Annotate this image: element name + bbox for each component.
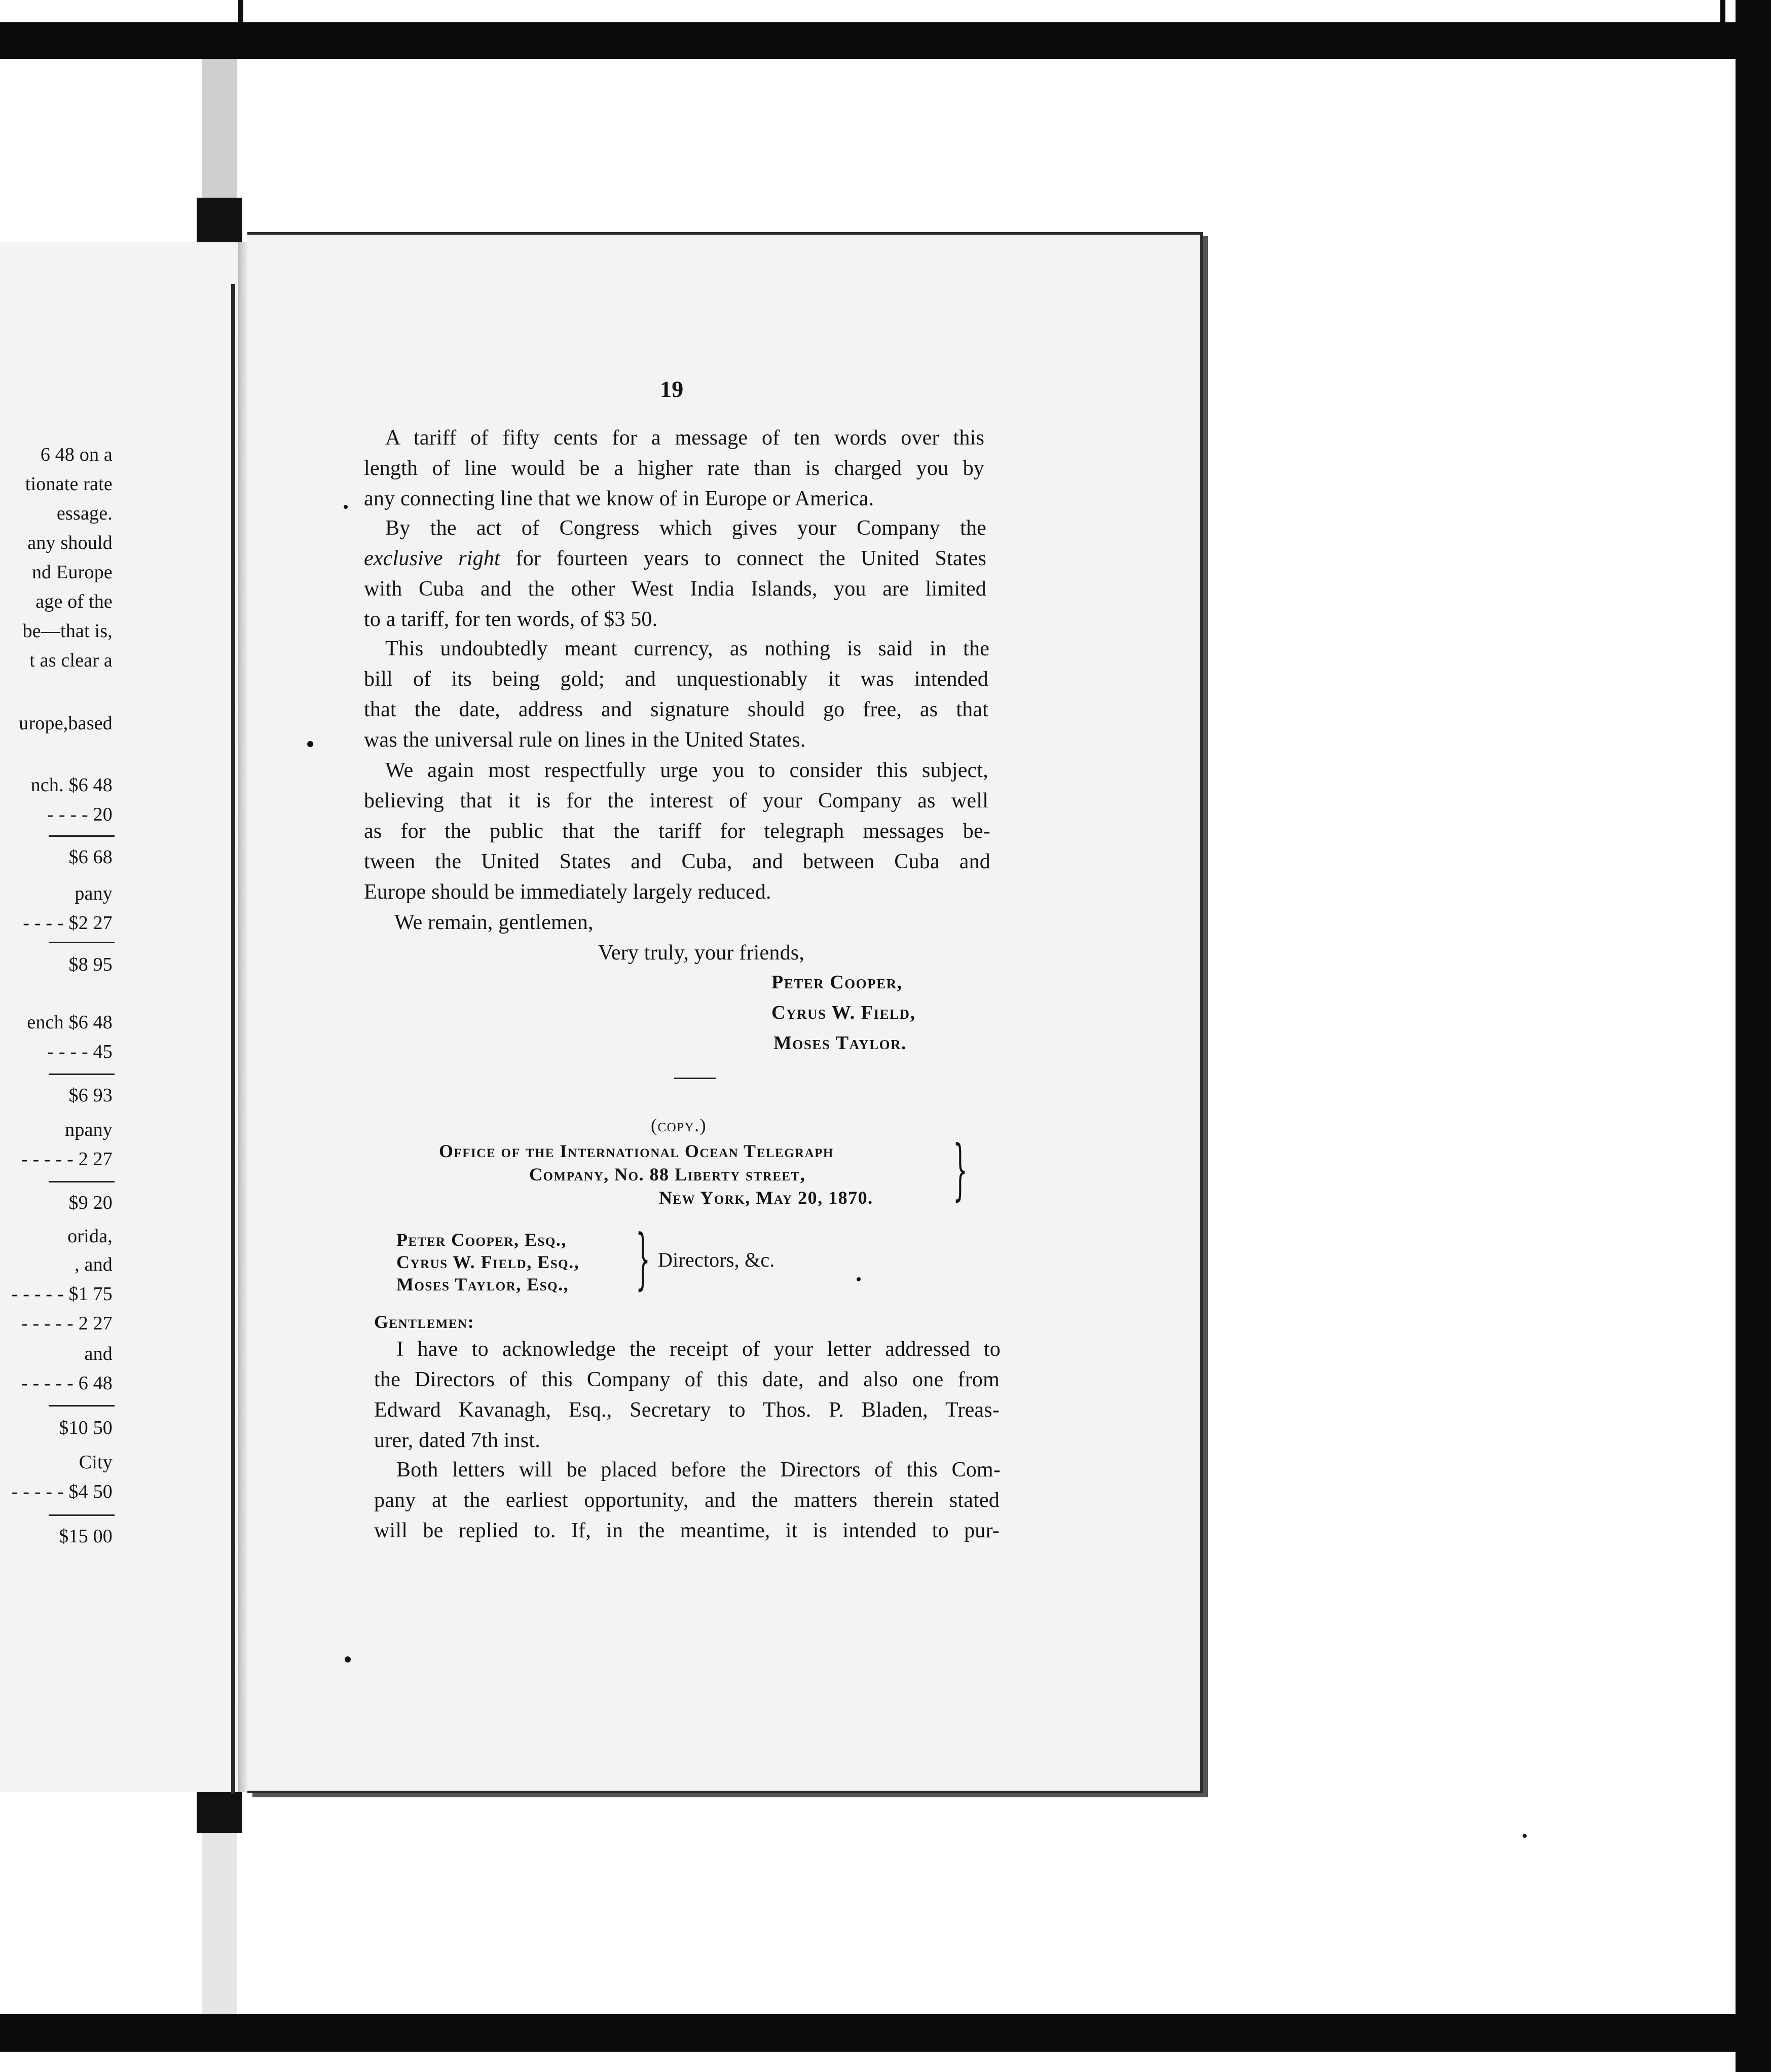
sum-rule bbox=[49, 1074, 115, 1075]
left-page-line: - - - - - $4 50 bbox=[11, 1481, 113, 1502]
paragraph-line: as for the public that the tariff for telegraph messages be- bbox=[364, 820, 990, 843]
salutation: Gentlemen: bbox=[374, 1312, 475, 1332]
paragraph-line: will be replied to. If, in the meantime, it is intended to pur- bbox=[374, 1519, 1000, 1542]
office-address-line: Office of the International Ocean Telegraph bbox=[439, 1141, 834, 1161]
sum-rule bbox=[49, 942, 115, 943]
left-page-line: orida, bbox=[67, 1226, 113, 1247]
left-page-line: $9 20 bbox=[68, 1192, 113, 1213]
addressee: Moses Taylor, Esq., bbox=[396, 1274, 569, 1294]
left-page-line: $15 00 bbox=[59, 1526, 113, 1547]
paragraph-line: A tariff of fifty cents for a message of ten words over this bbox=[385, 426, 984, 450]
addressees-role: Directors, &c. bbox=[658, 1248, 775, 1271]
paragraph-line: to a tariff, for ten words, of $3 50. bbox=[364, 608, 658, 631]
left-page-line: 6 48 on a bbox=[40, 444, 113, 465]
paragraph-line: any connecting line that we know of in Europe or America. bbox=[364, 487, 874, 510]
left-page-line: t as clear a bbox=[29, 650, 113, 671]
paragraph-line: was the universal rule on lines in the United States. bbox=[364, 728, 806, 752]
film-frame-top-edge-right bbox=[1720, 0, 1725, 30]
left-page-line: be—that is, bbox=[22, 620, 113, 642]
left-page-line: City bbox=[79, 1452, 113, 1473]
left-page-line: nd Europe bbox=[31, 562, 113, 583]
paragraph-line: Europe should be immediately largely reduced. bbox=[364, 880, 771, 904]
paragraph-line: tween the United States and Cuba, and between Cuba and bbox=[364, 850, 990, 873]
left-page-line: - - - - - $1 75 bbox=[11, 1283, 113, 1305]
paragraph-line: Edward Kavanagh, Esq., Secretary to Thos. P. Bladen, Treas- bbox=[374, 1398, 1000, 1422]
film-frame-top-bar bbox=[0, 22, 1771, 59]
right-brace: } bbox=[636, 1220, 650, 1297]
left-page-line: any should bbox=[27, 532, 113, 553]
left-page-line: pany bbox=[75, 883, 113, 904]
left-page-line: ench $6 48 bbox=[27, 1012, 113, 1033]
paragraph-line: exclusive right for fourteen years to connect the United States bbox=[364, 547, 986, 570]
left-page-line: npany bbox=[65, 1119, 113, 1140]
binding-clip-top bbox=[197, 198, 242, 246]
left-page-line: and bbox=[84, 1343, 113, 1364]
sum-rule bbox=[49, 1405, 115, 1407]
left-page-line: $6 68 bbox=[68, 846, 113, 868]
sum-rule bbox=[49, 1514, 115, 1516]
paragraph-line: that the date, address and signature should go free, as that bbox=[364, 698, 988, 721]
left-page-line: , and bbox=[75, 1254, 113, 1275]
paragraph-line: This undoubtedly meant currency, as nothing is said in the bbox=[385, 637, 989, 660]
page-number: 19 bbox=[660, 376, 684, 402]
paragraph-line: Both letters will be placed before the Directors of this Com- bbox=[396, 1458, 1001, 1482]
paragraph-line: with Cuba and the other West India Islands, you are limited bbox=[364, 577, 986, 601]
section-divider bbox=[674, 1078, 716, 1079]
addressee: Peter Cooper, Esq., bbox=[396, 1230, 567, 1250]
paragraph-line: By the act of Congress which gives your Company the bbox=[385, 516, 986, 540]
emphasis-text: exclusive right bbox=[364, 547, 500, 570]
left-page-line: - - - - 20 bbox=[47, 804, 113, 825]
office-address-line: New York, May 20, 1870. bbox=[659, 1188, 873, 1208]
left-page-line: $6 93 bbox=[68, 1085, 113, 1106]
left-page-line: $8 95 bbox=[68, 954, 113, 975]
left-page-line: - - - - - 2 27 bbox=[21, 1313, 113, 1334]
dust-speck bbox=[344, 505, 348, 509]
paragraph-line: bill of its being gold; and unquestionably it was intended bbox=[364, 668, 988, 691]
left-page-line: - - - - - 2 27 bbox=[21, 1149, 113, 1170]
left-page-line: essage. bbox=[56, 503, 113, 524]
film-frame-bottom-bar bbox=[0, 2014, 1771, 2052]
dust-speck bbox=[1523, 1834, 1527, 1838]
signatory: Cyrus W. Field, bbox=[771, 1002, 916, 1023]
signatory: Peter Cooper, bbox=[771, 972, 903, 993]
dust-speck bbox=[345, 1656, 351, 1662]
binding-clip-bottom bbox=[197, 1792, 242, 1833]
left-page-line: tionate rate bbox=[25, 473, 113, 495]
addressee: Cyrus W. Field, Esq., bbox=[396, 1252, 580, 1272]
paragraph-line: I have to acknowledge the receipt of your letter addressed to bbox=[396, 1338, 1001, 1361]
closing: We remain, gentlemen, bbox=[394, 911, 594, 934]
dust-speck bbox=[857, 1277, 861, 1281]
right-brace: } bbox=[953, 1131, 968, 1208]
valediction: Very truly, your friends, bbox=[598, 941, 805, 965]
paragraph-line: the Directors of this Company of this date, and also one from bbox=[374, 1368, 1000, 1391]
paragraph-line: pany at the earliest opportunity, and the matters therein stated bbox=[374, 1489, 1000, 1512]
film-frame-right-bar bbox=[1736, 0, 1771, 2072]
paragraph-line: length of line would be a higher rate than is charged you by bbox=[364, 457, 984, 480]
left-page-line: urope,based bbox=[19, 713, 113, 734]
paragraph-line: believing that it is for the interest of your Company as well bbox=[364, 789, 988, 812]
paragraph-line: We again most respectfully urge you to consider this subject, bbox=[385, 759, 988, 782]
sum-rule bbox=[49, 1181, 115, 1182]
office-address-line: Company, No. 88 Liberty street, bbox=[529, 1164, 806, 1185]
left-page-line: age of the bbox=[35, 591, 113, 612]
left-page-line: $10 50 bbox=[59, 1417, 113, 1438]
paragraph-line: urer, dated 7th inst. bbox=[374, 1429, 540, 1452]
left-page-line: - - - - $2 27 bbox=[23, 912, 113, 934]
binding-mark-top bbox=[238, 0, 243, 22]
copy-label: (copy.) bbox=[651, 1115, 707, 1135]
binding-strap-bottom bbox=[202, 1825, 237, 2014]
left-page-line: - - - - - 6 48 bbox=[21, 1373, 113, 1394]
sum-rule bbox=[49, 835, 115, 837]
signatory: Moses Taylor. bbox=[773, 1032, 907, 1054]
dust-speck bbox=[307, 741, 313, 747]
left-page-line: - - - - 45 bbox=[47, 1041, 113, 1062]
binding-thread bbox=[231, 284, 235, 1794]
left-page-line: nch. $6 48 bbox=[30, 774, 113, 796]
